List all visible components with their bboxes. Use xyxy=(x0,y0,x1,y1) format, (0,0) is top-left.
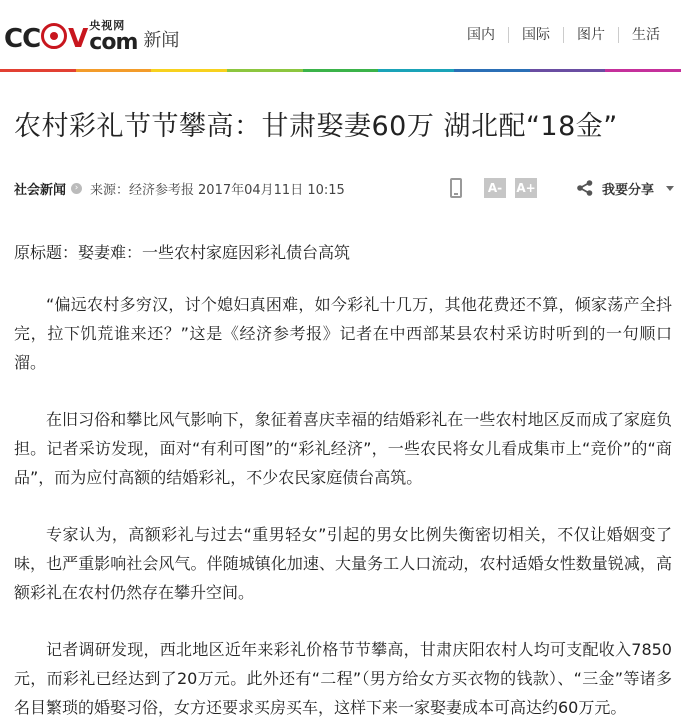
top-nav xyxy=(454,27,673,43)
nav-item-international[interactable]: 国际 xyxy=(508,27,563,43)
font-smaller-button[interactable]: A- xyxy=(484,178,506,198)
logo-domain xyxy=(89,20,137,54)
site-header xyxy=(0,0,681,72)
logo-eye-icon xyxy=(41,23,67,49)
article-paragraph: 专家认为，高额彩礼与过去“重男轻女”引起的男女比例失衡密切相关，不仅让婚姻变了味，也严重影响社会风气。伴随城镇化加速、大量务工人口流动，农村适婚女性数量锐减，高额彩礼在农村仍然存在攀升空间。 xyxy=(14,525,672,602)
column-link[interactable]: 社会新闻 xyxy=(14,182,67,198)
article-paragraph: “偏远农村多穷汉，讨个媳妇真困难，如今彩礼十几万，其他花费还不算，倾家荡产全抖完，拉下饥荒谁来还？”这是《经济参考报》记者在中西部某县农村采访时听到的一句顺口溜。 xyxy=(14,295,672,372)
article-title: 农村彩礼节节攀高：甘肃娶妻60万 湖北配“18金” xyxy=(14,111,618,142)
article-datetime: 2017年04月11日 10:15 xyxy=(198,182,345,198)
font-larger-button[interactable]: A+ xyxy=(515,178,537,198)
chevron-down-icon xyxy=(666,186,674,191)
logo-cn-name: 央视网 xyxy=(89,19,126,32)
article-tools xyxy=(450,178,674,198)
nav-item-pictures[interactable]: 图片 xyxy=(563,27,618,43)
article-body xyxy=(14,238,672,722)
cctv-logo[interactable] xyxy=(4,14,179,54)
logo-brand: CC V xyxy=(4,24,88,54)
original-title: 原标题：娶妻难：一些农村家庭因彩礼债台高筑 xyxy=(14,243,351,262)
nav-item-domestic[interactable]: 国内 xyxy=(467,27,495,43)
share-button[interactable] xyxy=(576,179,674,198)
logo-section-name: 新闻 xyxy=(143,30,180,51)
article-source: 来源：经济参考报 xyxy=(90,182,195,198)
logo-com: com xyxy=(89,30,138,55)
mobile-phone-icon[interactable] xyxy=(450,178,462,198)
article-paragraph: 在旧习俗和攀比风气影响下，象征着喜庆幸福的结婚彩礼在一些农村地区反而成了家庭负担。记者采访发现，面对“有利可图”的“彩礼经济”，一些农民将女儿看成集市上“竞价”的“商品”，而为应付高额的结婚彩礼，不少农民家庭债台高筑。 xyxy=(14,410,672,487)
article-meta xyxy=(14,178,674,198)
rainbow-divider xyxy=(0,69,681,72)
arrow-right-icon[interactable]: › xyxy=(71,183,82,194)
nav-item-life[interactable]: 生活 xyxy=(618,27,673,43)
share-label: 我要分享 xyxy=(601,182,654,198)
share-icon xyxy=(576,180,594,196)
article-paragraph: 记者调研发现，西北地区近年来彩礼价格节节攀高，甘肃庆阳农村人均可支配收入7850元，而彩礼已经达到了20万元。此外还有“二程”（男方给女方买衣物的钱款）、“三金”等诸多名目繁琐的婚娶习俗，女方还要求买房买车，这样下来一家娶妻成本可高达约60万元。 xyxy=(14,640,672,717)
